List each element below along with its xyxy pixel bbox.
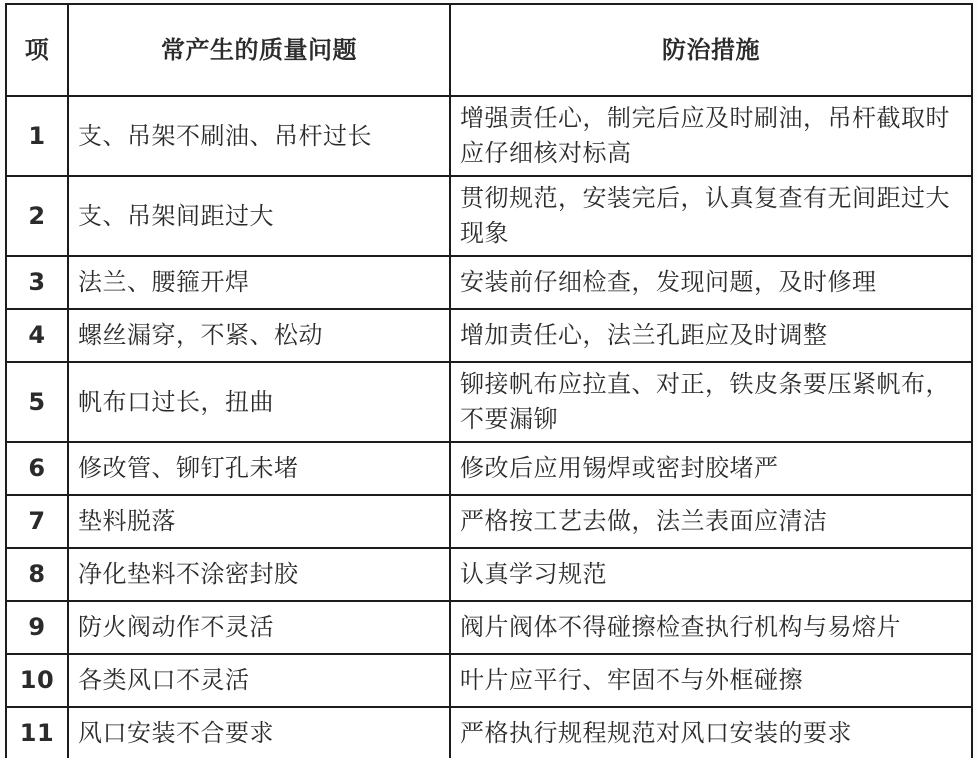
measure-cell: 阀片阀体不得碰擦检查执行机构与易熔片 [450, 601, 972, 654]
measure-cell: 增加责任心，法兰孔距应及时调整 [450, 309, 972, 362]
table-row [6, 707, 972, 758]
row-number: 5 [6, 362, 68, 442]
problem-cell: 法兰、腰箍开焊 [68, 256, 450, 309]
table-row [6, 495, 972, 548]
row-number: 10 [6, 654, 68, 707]
table-row [6, 96, 972, 176]
table-header-row [6, 4, 972, 96]
problem-cell: 支、吊架不刷油、吊杆过长 [68, 96, 450, 176]
problem-cell: 各类风口不灵活 [68, 654, 450, 707]
table-row [6, 601, 972, 654]
measure-cell: 增强责任心，制完后应及时刷油，吊杆截取时应仔细核对标高 [450, 96, 972, 176]
column-header-item-no: 项 [6, 4, 68, 96]
measure-cell: 认真学习规范 [450, 548, 972, 601]
measure-cell: 严格按工艺去做，法兰表面应清洁 [450, 495, 972, 548]
measure-cell: 叶片应平行、牢固不与外框碰擦 [450, 654, 972, 707]
quality-issues-table [5, 3, 973, 758]
table-row [6, 548, 972, 601]
row-number: 6 [6, 442, 68, 495]
table-row [6, 176, 972, 256]
measure-cell: 严格执行规程规范对风口安装的要求 [450, 707, 972, 758]
row-number: 1 [6, 96, 68, 176]
measure-cell: 贯彻规范，安装完后，认真复查有无间距过大现象 [450, 176, 972, 256]
problem-cell: 风口安装不合要求 [68, 707, 450, 758]
measure-cell: 铆接帆布应拉直、对正，铁皮条要压紧帆布，不要漏铆 [450, 362, 972, 442]
table-row [6, 256, 972, 309]
row-number: 4 [6, 309, 68, 362]
column-header-problem: 常产生的质量问题 [68, 4, 450, 96]
problem-cell: 防火阀动作不灵活 [68, 601, 450, 654]
table-row [6, 442, 972, 495]
row-number: 2 [6, 176, 68, 256]
row-number: 3 [6, 256, 68, 309]
problem-cell: 帆布口过长，扭曲 [68, 362, 450, 442]
column-header-measure: 防治措施 [450, 4, 972, 96]
problem-cell: 螺丝漏穿，不紧、松动 [68, 309, 450, 362]
table-row [6, 362, 972, 442]
row-number: 9 [6, 601, 68, 654]
measure-cell: 修改后应用锡焊或密封胶堵严 [450, 442, 972, 495]
measure-cell: 安装前仔细检查，发现问题，及时修理 [450, 256, 972, 309]
table-row [6, 654, 972, 707]
problem-cell: 支、吊架间距过大 [68, 176, 450, 256]
row-number: 7 [6, 495, 68, 548]
problem-cell: 修改管、铆钉孔未堵 [68, 442, 450, 495]
problem-cell: 净化垫料不涂密封胶 [68, 548, 450, 601]
problem-cell: 垫料脱落 [68, 495, 450, 548]
row-number: 11 [6, 707, 68, 758]
row-number: 8 [6, 548, 68, 601]
table-row [6, 309, 972, 362]
